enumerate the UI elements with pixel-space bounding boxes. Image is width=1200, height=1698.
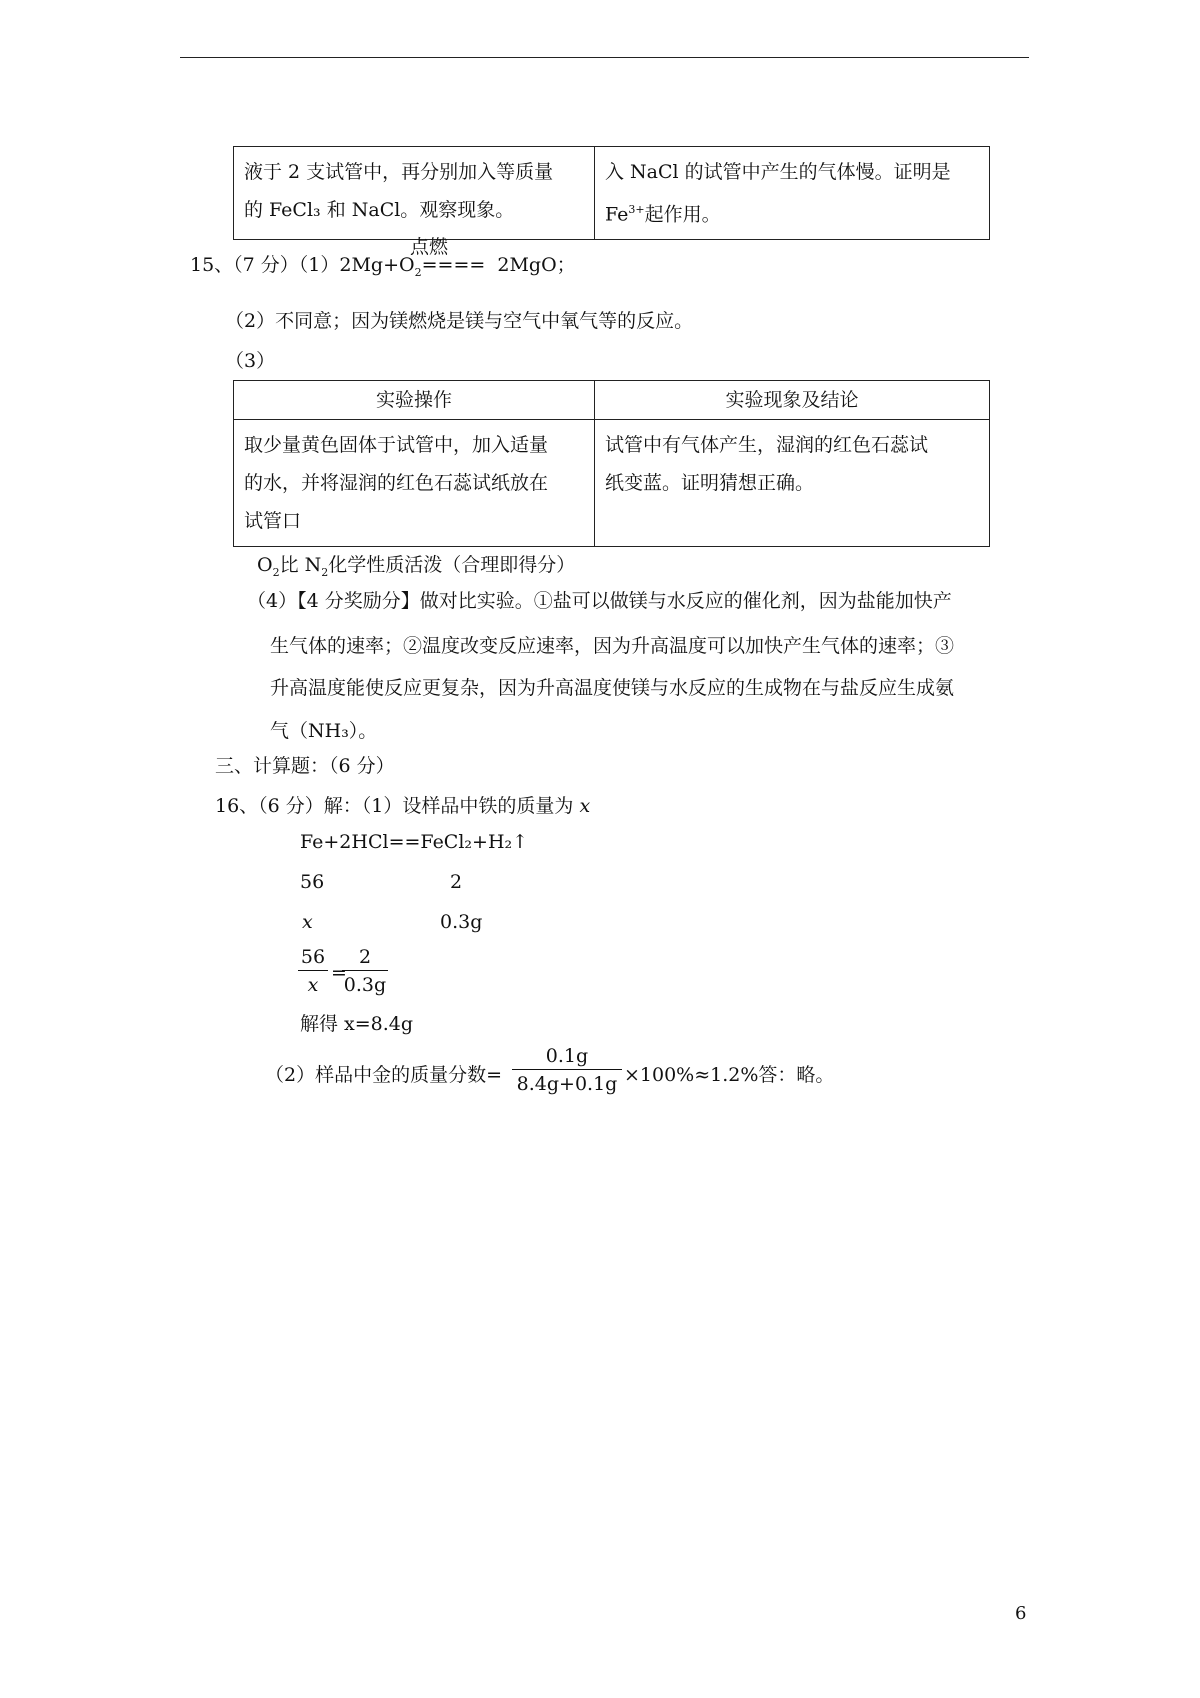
table1-right-line — [605, 191, 979, 233]
result-line: 纸变蓝。证明猜想正确。 — [605, 472, 815, 494]
q16-intro: 16、（6 分）解：（1）设样品中铁的质量为 — [215, 795, 580, 817]
experiment-table-continued — [233, 146, 990, 240]
q15-part4 — [247, 582, 952, 620]
table1-right-cell — [595, 147, 990, 240]
fraction-56-over-x — [298, 944, 328, 999]
table1-left-cell — [234, 147, 595, 240]
q16-solution: 解得 x=8.4g — [300, 1013, 414, 1035]
note-rest: 化学性质活泼（合理即得分） — [328, 554, 576, 576]
n2-subscript: 2 — [321, 565, 329, 579]
page-number: 6 — [1015, 1603, 1027, 1624]
fe-charge: 3+ — [628, 203, 645, 216]
operation-line: 试管口 — [244, 510, 302, 532]
q16-head — [215, 791, 590, 818]
fraction-numerator: 0.1g — [512, 1043, 622, 1070]
note-mid: 比 N — [279, 554, 322, 576]
table1-left-line: 液于 2 支试管中，再分别加入等质量 — [244, 161, 554, 183]
q15-part2: （2）不同意；因为镁燃烧是镁与空气中氧气等的反应。 — [225, 310, 694, 332]
variable-x: x — [579, 795, 591, 817]
fraction-denominator: x — [307, 974, 319, 996]
q16-ratio-top-right: 2 — [450, 871, 463, 893]
q16-result: ×100%≈1.2%答：略。 — [624, 1064, 835, 1086]
scoring-note — [257, 550, 575, 579]
header-rule — [180, 57, 1029, 58]
q15-part4-cont — [270, 712, 377, 750]
operation-line: 取少量黄色固体于试管中，加入适量 — [244, 434, 549, 456]
reaction-condition: 点燃 — [410, 236, 449, 258]
experiment-table — [233, 380, 990, 547]
q16-ratio-bottom-right: 0.3g — [440, 911, 483, 933]
q16-equation: Fe+2HCl==FeCl₂+H₂↑ — [300, 831, 529, 853]
section-title: 三、计算题：（6 分） — [215, 755, 395, 777]
q15-part4-cont — [270, 627, 954, 665]
table-header-result: 实验现象及结论 — [595, 381, 990, 420]
part4-line: 升高温度能使反应更复杂，因为升高温度使镁与水反应的生成物在与盐反应生成氨 — [270, 677, 955, 699]
fe-ion: Fe — [605, 203, 629, 226]
mass-fraction — [512, 1043, 622, 1098]
result-cell — [595, 420, 990, 547]
q16-part2-label: （2）样品中金的质量分数= — [265, 1064, 503, 1086]
fraction-denominator: 0.3g — [343, 974, 387, 996]
o-symbol: O — [257, 554, 273, 576]
q15-product: 2MgO； — [497, 254, 576, 276]
fraction-numerator: 2 — [342, 944, 388, 971]
q16-part2 — [265, 1060, 502, 1087]
part4-line: 生气体的速率；②温度改变反应速率，因为升高温度可以加快产生气体的速率；③ — [270, 635, 955, 657]
o2-subscript: 2 — [272, 565, 280, 579]
q16-ratio-top-left: 56 — [300, 871, 325, 893]
table1-right-text: 起作用。 — [644, 203, 721, 226]
reaction-sign: ==== — [421, 254, 486, 276]
equals-sign: = — [331, 962, 347, 984]
q15-equation — [190, 250, 576, 279]
table1-left-line: 的 FeCl₃ 和 NaCl。观察现象。 — [244, 199, 515, 221]
operation-cell — [234, 420, 595, 547]
q15-part3-label: （3） — [225, 350, 276, 372]
result-line: 试管中有气体产生，湿润的红色石蕊试 — [605, 434, 929, 456]
fraction-denominator: 8.4g+0.1g — [516, 1073, 618, 1095]
table-header-operation: 实验操作 — [234, 381, 595, 420]
table1-right-line: 入 NaCl 的试管中产生的气体慢。证明是 — [605, 161, 951, 183]
fraction-2-over-0.3g — [342, 944, 388, 999]
q15-reactants: 15、（7 分）（1）2Mg+O — [190, 254, 415, 276]
part4-line: （4）【4 分奖励分】做对比实验。①盐可以做镁与水反应的催化剂，因为盐能加快产 — [247, 590, 952, 612]
fraction-numerator: 56 — [298, 944, 328, 971]
q15-part4-cont — [270, 669, 954, 707]
o2-subscript: 2 — [414, 265, 422, 279]
q16-ratio-bottom-left: x — [302, 911, 313, 933]
operation-line: 的水，并将湿润的红色石蕊试纸放在 — [244, 472, 549, 494]
part4-line: 气（NH₃）。 — [270, 720, 378, 742]
